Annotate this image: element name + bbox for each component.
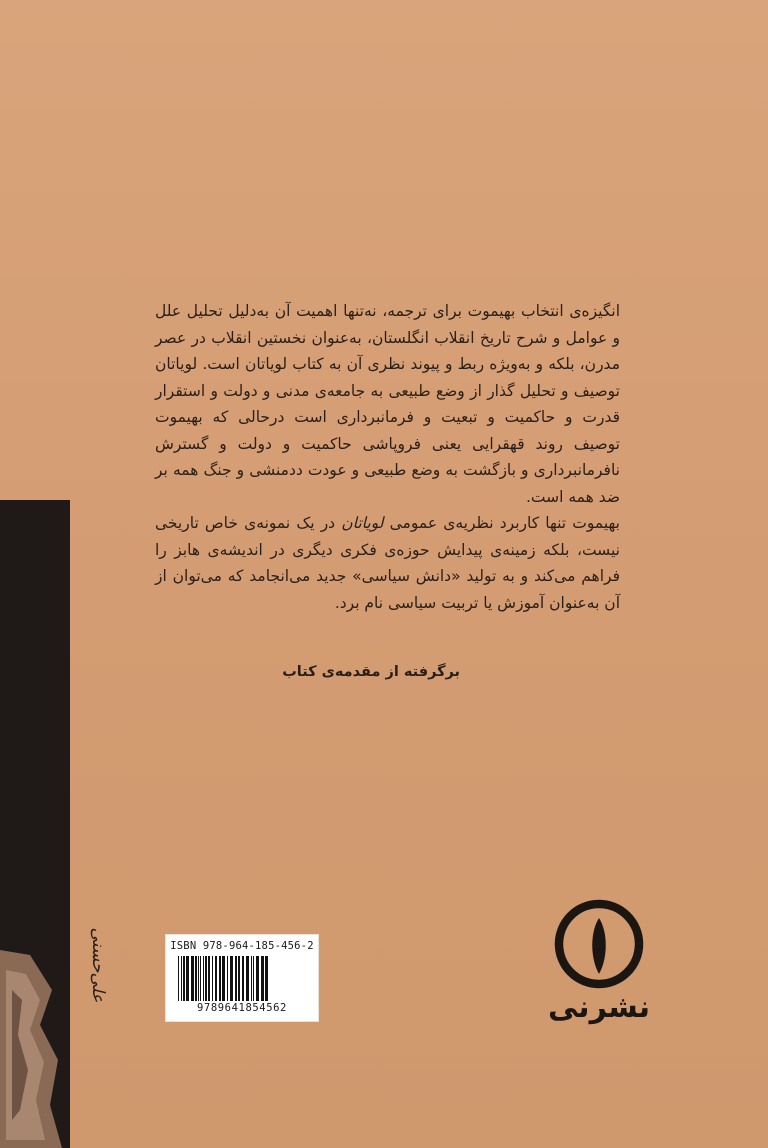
barcode-bar [261,956,264,1001]
barcode-bar [265,956,268,1001]
spine-signature-text: علی‌حسنی [88,927,108,1003]
barcode-bar [222,956,225,1001]
barcode-bar [251,956,252,1001]
barcode-bar [230,956,233,1001]
barcode-bar [181,956,182,1001]
barcode-bar [256,956,259,1001]
barcode-bar [227,956,228,1001]
barcode-bar [186,956,189,1001]
isbn-text: ISBN 978-964-185-456-2 [170,940,314,952]
barcode-icon [176,956,308,1001]
barcode-bar [178,956,179,1001]
barcode-bar [205,956,207,1001]
barcode-bar [253,956,254,1001]
barcode-bar [203,956,204,1001]
barcode-bar [208,956,210,1001]
spine-signature [76,860,124,1070]
barcode-label [165,934,319,1022]
blurb-paragraph-1: انگیزه‌ی انتخاب بهیموت برای ترجمه، نه‌تنها اهمیت آن به‌دلیل تحلیل علل و عوامل و شرح تاریخ انقلاب انگلستان، به‌عنوان نخستین انقلاب در عصر مدرن، بلکه و به‌ویژه ربط و پیوند نظری آن به کتاب لویاتان است. لویاتان توصیف و تحلیل گذار از وضع طبیعی به جامعه‌ی مدنی و دولت و استقرار قدرت و حاکمیت و تبعیت و فرمانبرداری است درحالی که بهیموت توصیف روند قهقرایی یعنی فروپاشی حاکمیت و دولت و گسترش نافرمانبرداری و بازگشت به وضع طبیعی و عودت ددمنشی و جنگ همه بر ضد همه است. [155,302,620,506]
blurb-leviathan-title: لویاتان [341,514,384,532]
reed-in-circle-icon [553,898,645,990]
barcode-bar [242,956,244,1001]
barcode-bar [198,956,199,1001]
barcode-bar [246,956,249,1001]
barcode-bar [200,956,201,1001]
barcode-bar [235,956,237,1001]
barcode-bar [215,956,217,1001]
ean-digits: 9789641854562 [197,1002,287,1014]
publisher-name: نشرنی [547,990,651,1025]
barcode-bar [195,956,197,1001]
author-photo-fragment [0,930,70,1148]
barcode-bar [191,956,194,1001]
blurb [155,298,620,616]
barcode-bar [183,956,185,1001]
blurb-paragraph-2-start: بهیموت تنها کاربرد نظریه‌ی عمومی [389,514,620,532]
blurb-paragraph-2-end: در یک نمونه‌ی خاص تاریخی نیست، بلکه زمینه‌ی پیدایش حوزه‌ی فکری دیگری در اندیشه‌ی هابز را فراهم می‌کند و به تولید «دانش سیاسی» جدید می‌انجامد که می‌توان از آن به‌عنوان آموزش یا تربیت سیاسی نام برد. [155,514,620,612]
barcode-bar [212,956,213,1001]
barcode-bar [219,956,221,1001]
source-attribution: برگرفته از مقدمه‌ی کتاب [282,664,460,680]
barcode-bar [238,956,240,1001]
blurb-paragraph-2 [155,510,620,616]
